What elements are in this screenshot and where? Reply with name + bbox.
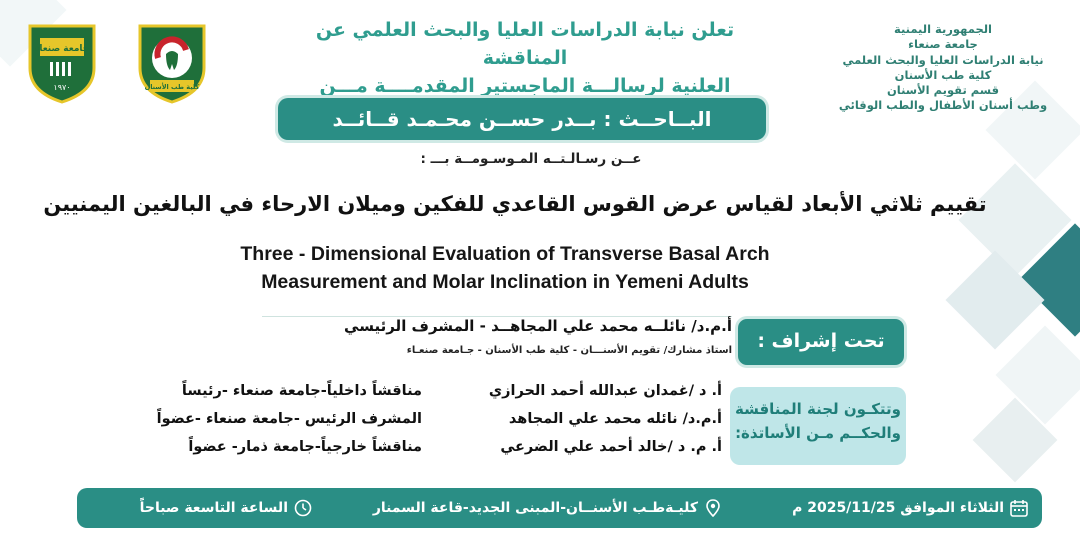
thesis-title-arabic: تقييم ثلاثي الأبعاد لقياس عرض القوس القاعدي للفكين وميلان الارحاء في البالغين اليمنيين [43,192,987,216]
clock-icon [294,499,312,517]
announcement-line-2: العلنية لرسالـــة الماجستير المقدمــــة مـــن [319,75,731,97]
thesis-title-english [90,240,920,296]
decor-cube-4 [946,251,1045,350]
institution-line: وطب أسنان الأطفال والطب الوقائي [838,98,1048,113]
member-name: أ. د /غمدان عبدالله أحمد الحرازي [488,383,722,399]
committee-member [156,411,722,439]
institution-line: جامعة صنعاء [908,37,978,52]
committee-label-line-2: والحكــم مـن الأساتذة: [735,424,901,442]
institution-line: نيابة الدراسات العليا والبحث العلمي [842,52,1044,67]
institution-line: كلية طب الأسنان [894,67,992,82]
member-role: المشرف الرئيس -جامعة صنعاء -عضواً [156,411,422,427]
announcement [300,16,750,100]
svg-text:١٩٧٠: ١٩٧٠ [53,83,71,92]
institution-line: الجمهورية اليمنية [893,22,992,36]
committee-label [730,387,906,465]
supervisor-description: استاذ مشارك/ تقويم الأسنـــان - كلية طب الأسنان - جـامعة صنعـاء [406,345,732,356]
location-pin-icon [704,499,722,517]
institution-header [838,22,1048,114]
thesis-title-english-line-2: Measurement and Molar Inclination in Yemeni Adults [261,271,749,293]
supervisor-block [262,316,732,369]
event-location-text: كليـةطـب الأسنــان-المبنى الجديد-قاعة السمنار [372,500,698,516]
committee-label-line-1: وتتكـون لجنة المناقشة [734,400,901,418]
thesis-subtitle: عــن رسـالـتــه المـوسـومــة بـــ : [420,151,642,167]
supervisor-name: أ.م.د/ نائلــه محمد علي المجاهــد - المشرف الرئيسي [344,317,732,335]
event-details-bar [77,488,1042,528]
sanaa-university-logo [26,22,98,104]
event-location [373,488,722,528]
institution-line: قسم تقويم الأسنان [886,83,1000,98]
thesis-title-english-line-1: Three - Dimensional Evaluation of Transverse Basal Arch [240,243,770,265]
svg-text:جامعة صنعاء: جامعة صنعاء [34,44,90,54]
committee-list [156,383,722,467]
dentistry-faculty-logo [136,22,208,104]
event-date [792,488,1028,528]
svg-text:كلية طب الأسنان: كلية طب الأسنان [144,83,200,91]
announcement-line-1: تعلن نيابة الدراسات العليا والبحث العلمي عن المناقشة [315,19,735,69]
supervision-label: تحت إشراف : [738,319,904,365]
event-time-text: الساعة التاسعة صباحاً [139,500,288,516]
event-time [140,488,312,528]
member-role: مناقشاً خارجياً-جامعة ذمار- عضواً [188,439,422,455]
event-date-text: الثلاثاء الموافق 2025/11/25 م [792,500,1004,516]
member-name: أ. م. د /خالد أحمد علي الضرعي [500,439,722,455]
committee-member [160,383,722,411]
researcher-banner: البــاحــث : بــدر حســن محـمـد قــائــد [278,98,766,140]
calendar-icon [1010,499,1028,517]
committee-member [160,439,722,467]
member-role: مناقشاً داخلياً-جامعة صنعاء -رئيساً [181,383,422,399]
member-name: أ.م.د/ نائله محمد علي المجاهد [508,411,722,427]
